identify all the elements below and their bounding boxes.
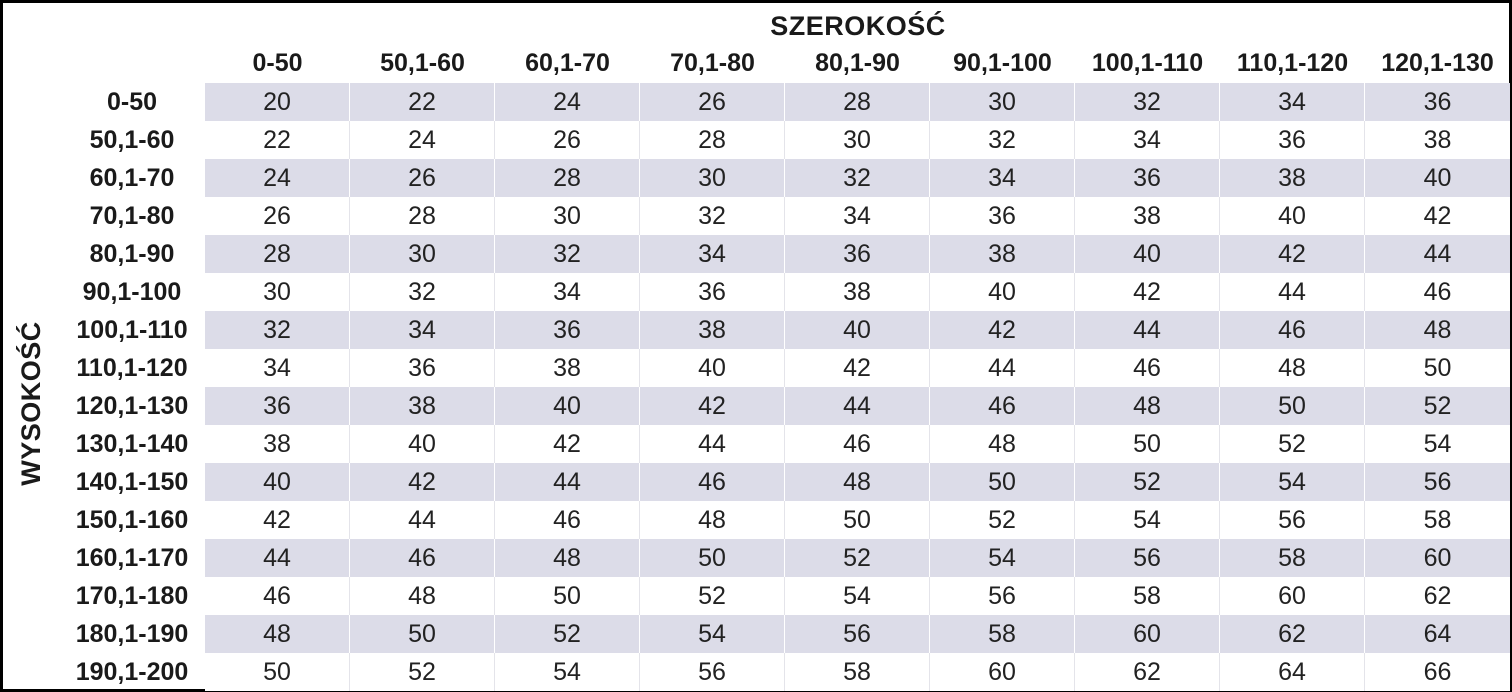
table-cell: 36 (785, 235, 930, 273)
table-cell: 40 (1220, 197, 1365, 235)
table-cell: 34 (1220, 83, 1365, 121)
row-header: 70,1-80 (89, 201, 175, 230)
row-headers (59, 83, 205, 691)
row-header: 90,1-100 (82, 277, 182, 306)
table-cell: 28 (640, 121, 785, 159)
row-header: 50,1-60 (89, 125, 175, 154)
table-cell: 54 (495, 653, 640, 691)
table-cell: 60 (1220, 577, 1365, 615)
column-header: 120,1-130 (1381, 48, 1494, 77)
table-cell: 52 (930, 501, 1075, 539)
column-header: 70,1-80 (670, 48, 755, 77)
table-cell: 36 (1220, 121, 1365, 159)
table-cell: 44 (1075, 311, 1220, 349)
table-cell: 38 (205, 425, 350, 463)
table-cell: 54 (640, 615, 785, 653)
table-cell: 52 (785, 539, 930, 577)
table-cell: 36 (930, 197, 1075, 235)
table-row (205, 159, 1510, 197)
table-cell: 48 (1220, 349, 1365, 387)
table-cell: 44 (495, 463, 640, 501)
table-cell: 46 (1365, 273, 1510, 311)
table-row (205, 425, 1510, 463)
table-row (205, 273, 1510, 311)
table-row (205, 83, 1510, 121)
row-header: 100,1-110 (76, 315, 188, 344)
table-row (205, 577, 1510, 615)
table-cell: 36 (1365, 83, 1510, 121)
table-row (205, 539, 1510, 577)
table-cell: 46 (350, 539, 495, 577)
table-cell: 52 (1365, 387, 1510, 425)
table-cell: 34 (350, 311, 495, 349)
table-cell: 50 (640, 539, 785, 577)
table-cell: 62 (1075, 653, 1220, 691)
table-cell: 50 (1365, 349, 1510, 387)
row-header: 150,1-160 (75, 505, 189, 534)
table-cell: 38 (930, 235, 1075, 273)
table-cell: 58 (1075, 577, 1220, 615)
table-cell: 38 (785, 273, 930, 311)
table-cell: 24 (350, 121, 495, 159)
table-cell: 42 (1365, 197, 1510, 235)
size-grid (205, 83, 1510, 691)
table-cell: 28 (350, 197, 495, 235)
table-cell: 38 (350, 387, 495, 425)
column-axis-title: SZEROKOŚĆ (770, 10, 946, 41)
table-cell: 42 (1075, 273, 1220, 311)
table-cell: 56 (930, 577, 1075, 615)
table-cell: 42 (495, 425, 640, 463)
table-cell: 46 (1220, 311, 1365, 349)
table-cell: 54 (785, 577, 930, 615)
table-row (205, 653, 1510, 691)
table-row (205, 387, 1510, 425)
table-cell: 46 (1075, 349, 1220, 387)
table-cell: 50 (930, 463, 1075, 501)
table-cell: 64 (1365, 615, 1510, 653)
table-cell: 48 (785, 463, 930, 501)
table-cell: 50 (495, 577, 640, 615)
table-cell: 40 (785, 311, 930, 349)
column-headers (205, 45, 1510, 81)
table-cell: 48 (350, 577, 495, 615)
table-cell: 40 (205, 463, 350, 501)
table-cell: 58 (930, 615, 1075, 653)
column-header: 0-50 (252, 48, 303, 77)
table-cell: 36 (495, 311, 640, 349)
table-cell: 50 (785, 501, 930, 539)
table-cell: 62 (1365, 577, 1510, 615)
table-cell: 32 (640, 197, 785, 235)
table-cell: 50 (350, 615, 495, 653)
table-cell: 46 (785, 425, 930, 463)
table-cell: 34 (640, 235, 785, 273)
table-cell: 52 (350, 653, 495, 691)
table-cell: 32 (930, 121, 1075, 159)
row-header: 140,1-150 (75, 467, 189, 496)
table-cell: 34 (785, 197, 930, 235)
row-axis-title-wrapper (3, 243, 59, 563)
row-header: 110,1-120 (76, 353, 188, 382)
table-cell: 26 (350, 159, 495, 197)
table-cell: 46 (640, 463, 785, 501)
table-cell: 30 (205, 273, 350, 311)
table-cell: 46 (495, 501, 640, 539)
row-header: 0-50 (106, 87, 158, 116)
table-cell: 42 (205, 501, 350, 539)
table-cell: 58 (1220, 539, 1365, 577)
table-cell: 52 (495, 615, 640, 653)
table-cell: 38 (1365, 121, 1510, 159)
table-cell: 38 (1075, 197, 1220, 235)
table-cell: 42 (1220, 235, 1365, 273)
table-cell: 56 (785, 615, 930, 653)
table-cell: 48 (1075, 387, 1220, 425)
table-cell: 44 (205, 539, 350, 577)
table-cell: 36 (205, 387, 350, 425)
table-cell: 30 (640, 159, 785, 197)
table-cell: 42 (350, 463, 495, 501)
table-cell: 24 (495, 83, 640, 121)
table-cell: 28 (495, 159, 640, 197)
table-cell: 46 (930, 387, 1075, 425)
column-header: 110,1-120 (1236, 48, 1349, 77)
row-header: 180,1-190 (75, 619, 189, 648)
table-cell: 48 (495, 539, 640, 577)
table-cell: 22 (350, 83, 495, 121)
row-axis-title: WYSOKOŚĆ (15, 320, 46, 486)
table-row (205, 501, 1510, 539)
table-cell: 54 (1220, 463, 1365, 501)
table-cell: 56 (1075, 539, 1220, 577)
table-cell: 44 (640, 425, 785, 463)
table-cell: 48 (930, 425, 1075, 463)
table-cell: 40 (350, 425, 495, 463)
table-row (205, 349, 1510, 387)
column-header: 100,1-110 (1091, 48, 1204, 77)
table-cell: 56 (1365, 463, 1510, 501)
table-cell: 42 (785, 349, 930, 387)
table-cell: 40 (1075, 235, 1220, 273)
table-cell: 64 (1220, 653, 1365, 691)
table-cell: 58 (785, 653, 930, 691)
table-cell: 52 (1220, 425, 1365, 463)
table-cell: 50 (1220, 387, 1365, 425)
table-cell: 50 (205, 653, 350, 691)
table-row (205, 463, 1510, 501)
table-cell: 52 (1075, 463, 1220, 501)
table-cell: 48 (640, 501, 785, 539)
table-cell: 44 (1365, 235, 1510, 273)
table-cell: 40 (1365, 159, 1510, 197)
column-header: 90,1-100 (953, 48, 1052, 77)
row-header: 190,1-200 (75, 657, 189, 686)
table-cell: 60 (1075, 615, 1220, 653)
table-cell: 50 (1075, 425, 1220, 463)
table-cell: 60 (930, 653, 1075, 691)
table-cell: 52 (640, 577, 785, 615)
table-cell: 40 (640, 349, 785, 387)
row-header: 80,1-90 (89, 239, 175, 268)
row-header: 120,1-130 (75, 391, 189, 420)
table-cell: 44 (930, 349, 1075, 387)
row-header: 130,1-140 (75, 429, 189, 458)
table-cell: 44 (350, 501, 495, 539)
table-cell: 66 (1365, 653, 1510, 691)
table-cell: 34 (205, 349, 350, 387)
column-header: 80,1-90 (815, 48, 900, 77)
row-header: 170,1-180 (75, 581, 189, 610)
table-cell: 28 (785, 83, 930, 121)
table-cell: 22 (205, 121, 350, 159)
row-header: 160,1-170 (75, 543, 189, 572)
table-cell: 42 (640, 387, 785, 425)
table-cell: 58 (1365, 501, 1510, 539)
table-cell: 30 (930, 83, 1075, 121)
table-cell: 54 (1075, 501, 1220, 539)
table-cell: 44 (785, 387, 930, 425)
table-row (205, 615, 1510, 653)
table-cell: 54 (1365, 425, 1510, 463)
table-cell: 30 (350, 235, 495, 273)
table-cell: 38 (495, 349, 640, 387)
table-cell: 42 (930, 311, 1075, 349)
table-cell: 26 (495, 121, 640, 159)
table-cell: 34 (1075, 121, 1220, 159)
column-header: 60,1-70 (525, 48, 610, 77)
table-cell: 32 (350, 273, 495, 311)
table-cell: 30 (495, 197, 640, 235)
table-cell: 26 (640, 83, 785, 121)
table-row (205, 197, 1510, 235)
table-cell: 38 (640, 311, 785, 349)
table-cell: 38 (1220, 159, 1365, 197)
table-cell: 56 (640, 653, 785, 691)
table-cell: 36 (640, 273, 785, 311)
row-header: 60,1-70 (89, 163, 175, 192)
table-cell: 62 (1220, 615, 1365, 653)
table-cell: 32 (205, 311, 350, 349)
table-row (205, 121, 1510, 159)
table-row (205, 235, 1510, 273)
table-cell: 56 (1220, 501, 1365, 539)
table-cell: 26 (205, 197, 350, 235)
table-cell: 34 (495, 273, 640, 311)
column-header: 50,1-60 (380, 48, 465, 77)
table-cell: 54 (930, 539, 1075, 577)
table-cell: 34 (930, 159, 1075, 197)
table-cell: 28 (205, 235, 350, 273)
table-cell: 46 (205, 577, 350, 615)
table-cell: 48 (1365, 311, 1510, 349)
table-cell: 40 (495, 387, 640, 425)
table-cell: 32 (785, 159, 930, 197)
table-row (205, 311, 1510, 349)
table-cell: 44 (1220, 273, 1365, 311)
table-cell: 40 (930, 273, 1075, 311)
table-cell: 36 (350, 349, 495, 387)
table-cell: 36 (1075, 159, 1220, 197)
table-cell: 20 (205, 83, 350, 121)
table-cell: 48 (205, 615, 350, 653)
table-cell: 32 (1075, 83, 1220, 121)
table-cell: 30 (785, 121, 930, 159)
table-cell: 24 (205, 159, 350, 197)
table-cell: 32 (495, 235, 640, 273)
table-cell: 60 (1365, 539, 1510, 577)
